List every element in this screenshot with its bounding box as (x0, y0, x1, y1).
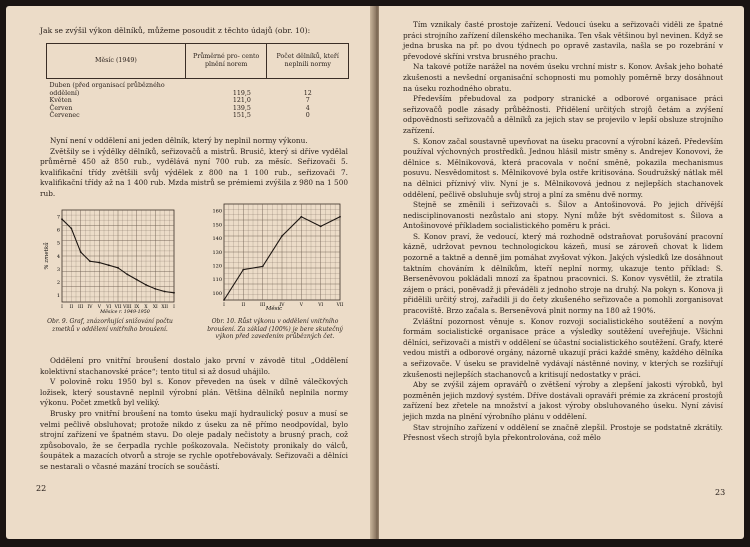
x-tick-label: IX (134, 305, 140, 310)
data-point (242, 269, 244, 271)
x-tick-label: IV (87, 305, 93, 310)
x-tick-label: I (173, 305, 175, 310)
paragraph: Aby se zvýšil zájem opravářů o zvětšení výroby a zlepšení jakosti výrobků, byl pozměněn jejich mzdový systém. Dříve dostávali opraváři prémie za zkrácení prostojů zařízení bez zřetele na množství a jakost výroby obsluhovaného úseku. Nyní závisí jejich mzda na plnění výrobního plánu v oddělení. (403, 380, 723, 421)
paragraph: Zvětšily se i výdělky dělníků, seřizovačů a mistrů. Brusič, který si dříve vydělal průměrně 450 až 850 rub., vydělává nyní 700 rub. za měsíc. Seřizovači 5. kvalifikační třídy zvětšili svůj výdělek z 800 na 1 100 rub., seřizovači 7. kvalifikační třídy až na 1 400 rub. Mzda mistrů se prémiemi zvýšila z 980 na 1 500 rub. (40, 146, 348, 198)
x-tick-label: X (144, 305, 148, 310)
paragraph: Oddělení pro vnitřní broušení dostalo jako první v závodě titul „Oddělení kolektivní stachanovské práce“; tento titul si až dosud uhájilo. (40, 356, 348, 376)
y-tick-label: 130 (212, 249, 222, 256)
x-tick-label: III (78, 305, 84, 310)
data-point (223, 299, 225, 301)
paragraph: Především přebudoval za podpory stranické a odborové organisace práci seřizovačů podle zásady průběžnosti. Přidělení určitých strojů četám a zvýšení odpovědnosti seřizovačů a dělníků za jejich stav se projevilo v lepší obsluze strojního zařízení. (403, 94, 723, 135)
left-page (6, 6, 375, 539)
y-tick-label: 140 (212, 236, 222, 243)
table-cell: 0 (305, 112, 310, 120)
table-cell: 119,5 (232, 89, 251, 97)
table-header-workers-count: Počet dělníků, kteří neplnili normy (267, 44, 349, 79)
right-text-block (403, 20, 723, 444)
table-cell: Červenec (49, 112, 80, 120)
x-tick-label: VI (106, 305, 112, 310)
table-cell: Duben (před organisací průbězného (49, 82, 165, 89)
table-header-month: Měsíc (1949) (47, 44, 186, 79)
table-row (47, 112, 349, 120)
page-number-right: 23 (715, 488, 726, 497)
data-point (339, 216, 341, 218)
table-row (47, 97, 349, 105)
table-cell: 4 (305, 104, 310, 112)
table-cell: oddělení) (49, 89, 80, 97)
x-tick-label: II (241, 303, 246, 308)
paragraph-block-2 (40, 356, 348, 473)
performance-table (46, 43, 349, 120)
fig9-ylabel: % zmetků (44, 242, 50, 270)
paragraph: Stav strojního zařízení v oddělení se značně zlepšil. Prostoje se podstatně zkrátily. Přesnost všech strojů byla překontrolována, což mělo (403, 422, 723, 443)
data-point (300, 216, 302, 218)
paragraph: Na takové potíže narážel na novém úseku vrchní mistr s. Konov. Avšak jeho bohaté zkušenosti a nevšední organisační schopnosti mu pomohly poměrně brzy dosáhnout na úseku rozhodného obratu. (403, 62, 723, 93)
table-cell: 139,5 (232, 104, 251, 112)
x-tick-label: V (97, 305, 101, 310)
figure-10-caption: Obr. 10. Růst výkonu v oddělení vnitřního broušení. Za základ (100%) je bere skutečný výkon před zavedením průbězných čet. (207, 318, 343, 341)
y-tick-label: 6 (56, 227, 60, 234)
data-point (61, 218, 63, 220)
data-point (262, 266, 264, 268)
figure-9-chart (40, 204, 180, 316)
data-point (320, 226, 322, 228)
table-row (47, 105, 349, 113)
data-point (126, 274, 128, 276)
data-point (173, 292, 175, 294)
data-point (98, 262, 100, 264)
figure-9-caption: Obr. 9. Graf, znázorňující snižování počtu zmetků v oddělení vnitřního broušení. (47, 318, 173, 333)
paragraph: Tím vznikaly časté prostoje zařízení. Vedoucí úseku a seřizovači viděli ze špatné práci strojního zařízení dílenského mechanika. Ten však většinou byl nevinen. Když se jedna bruska na př. po dvou týdnech po opravě zastavila, našla se po rozebrání v převodové skříni vrstva brusného prachu. (403, 20, 723, 61)
table-cell: 151,5 (232, 112, 251, 120)
table-cell (267, 79, 349, 90)
y-tick-label: 160 (212, 208, 222, 215)
paragraph: S. Konov začal soustavně upevňovat na úseku pracovní a výrobní kázeň. Především používal výchovných prostředků. Jednou hlásil mistr směny s. Andrejev Konovovi, že dělnice s. Mělnikovová, která pracovala v noční směně, pokazila mechanismus posuvu. Nesvědomitost s. Mělnikovové byla ostře kritisována. Soudružský nátlak měl na dělnici příznivý vliv. Nyní je s. Mělnikovová jednou z nejlepších stachanovek oddělení, pečlivě obsluhuje svůj stroj a plní za směnu dvě normy. (403, 136, 723, 199)
y-tick-label: 150 (212, 222, 222, 229)
paragraph-block-1 (40, 136, 348, 200)
paragraph: Zvláštní pozornost věnuje s. Konov rozvoji socialistického soutěžení a novým formám socialistické organisace práce a výsledky soutěžení uveřejňuje. Všichni dělníci, seřizovači a mistři v oddělení se účastní socialistického soutěžení. Grafy, které vedou mistři a odborové orgány, názorně ukazují práci každé směny, každého dělníka a seřizovače. V úseku se pravidelně vydávají nástěnné noviny, v kterých se rozšiřují zkušenosti nejlepších stachanovců a kritisují nedostatky v práci. (403, 316, 723, 379)
x-tick-label: V (299, 303, 303, 308)
data-point (281, 235, 283, 237)
x-tick-label: XII (161, 305, 168, 310)
paragraph: V polovině roku 1950 byl s. Konov převeden na úsek v dílně válečkových ložisek, který soustavně neplnil výrobní plán. Většina dělníků neplnila normy výkonu. Počet zmetků byl veliký. (40, 377, 348, 408)
data-point (154, 288, 156, 290)
paragraph: S. Konov praví, že vedoucí, který má rozhodně odstraňovat porušování pracovní kázně, udržovat pevnou technologickou kázeň, musí se zároveň chovat k lidem pozorně a taktně a denně jim pomáhat zvyšovat výkon. Jakých výsledků lze dosáhnout taktním chováním k dělníkům, kteří neplní normy, ukazuje tento příklad: S. Berseněvovou pokládali mnozí za špatnou pracovnici. S. Konov vysvětlil, že ztratila zájem o práci, poněvadž ji převáděli z jednoho stroje na druhý. Na pokyn s. Konova ji přidělili určitý stroj, zařadili ji do čety zkušeného seřizovače a pomohli zorganisovat pracoviště. Brzo začala s. Berseněvová plnit normy na 180 až 190%. (403, 231, 723, 316)
x-tick-label: III (260, 303, 266, 308)
y-tick-label: 7 (56, 214, 60, 221)
table-row (47, 79, 349, 90)
paragraph: Nyní není v oddělení ani jeden dělník, který by neplnil normy výkonu. (50, 136, 308, 145)
table-cell (185, 79, 267, 90)
data-point (136, 279, 138, 281)
paragraph: Brusky pro vnitřní broušení na tomto úseku mají hydraulický posuv a musí se velmi pečlivě obsluhovat; protože nikdo z úseku za ně přímo neodpovídal, bylo strojní zařízení ve špatném stavu. Do oleje padaly nečistoty a brusný prach, což způsobovalo, že se čerpadla rychle poškozovala. Nečistoty pronikaly do válců, šoupátek a mazacích otvorů a stroje se rychle opotřebovávaly. Seřizovači a dělníci se nestarali o včasné mazání trocích se součástí. (40, 408, 348, 471)
y-tick-label: 110 (212, 277, 222, 284)
y-tick-label: 120 (212, 263, 222, 270)
data-point (145, 284, 147, 286)
fig10-xlabel: Měsíc (265, 306, 283, 312)
y-tick-label: 100 (212, 290, 222, 297)
table-cell: 121,0 (232, 97, 251, 105)
table-cell: Červen (49, 104, 73, 112)
x-tick-label: II (69, 305, 74, 310)
y-tick-label: 4 (56, 253, 60, 260)
data-point (80, 251, 82, 253)
data-point (108, 264, 110, 266)
table-header-avg-percent: Průměrné pro- cento plnění norem (185, 44, 267, 79)
x-tick-label: IV (279, 303, 285, 308)
x-tick-label: I (223, 303, 225, 308)
table-cell: Květen (49, 97, 72, 105)
data-point (70, 228, 72, 230)
x-tick-label: VII (114, 305, 122, 310)
page-number-left: 22 (36, 484, 47, 493)
y-tick-label: 1 (56, 293, 60, 300)
data-point (89, 260, 91, 262)
table-cell: 12 (303, 89, 312, 97)
y-tick-label: 5 (56, 240, 60, 247)
table-header-row (47, 44, 349, 79)
table-row (47, 90, 349, 98)
x-tick-label: VI (318, 303, 324, 308)
x-tick-label: XI (152, 305, 158, 310)
data-point (164, 291, 166, 293)
x-tick-label: VII (336, 303, 344, 308)
paragraph: Stejně se změnili i seřizovači s. Šilov a Antošinovová. Po jejich dřívější nedisciplinovanosti nezůstalo ani stopy. Nyní může být svědomitost s. Šilova a Antošinovové příkladem socialistického poměru k práci. (403, 200, 723, 231)
table-intro: Jak se zvýšil výkon dělníků, můžeme posoudit z těchto údajů (obr. 10): (40, 26, 311, 35)
table-cell: 7 (305, 97, 310, 105)
y-tick-label: 3 (56, 266, 60, 273)
y-tick-label: 2 (56, 280, 60, 287)
data-point (117, 267, 119, 269)
figure-10-chart (202, 196, 348, 314)
x-tick-label: I (61, 305, 63, 310)
fig9-xlabel: Měsíce r. 1949-1950 (100, 310, 150, 315)
x-tick-label: VIII (123, 305, 132, 310)
right-page (379, 6, 744, 539)
